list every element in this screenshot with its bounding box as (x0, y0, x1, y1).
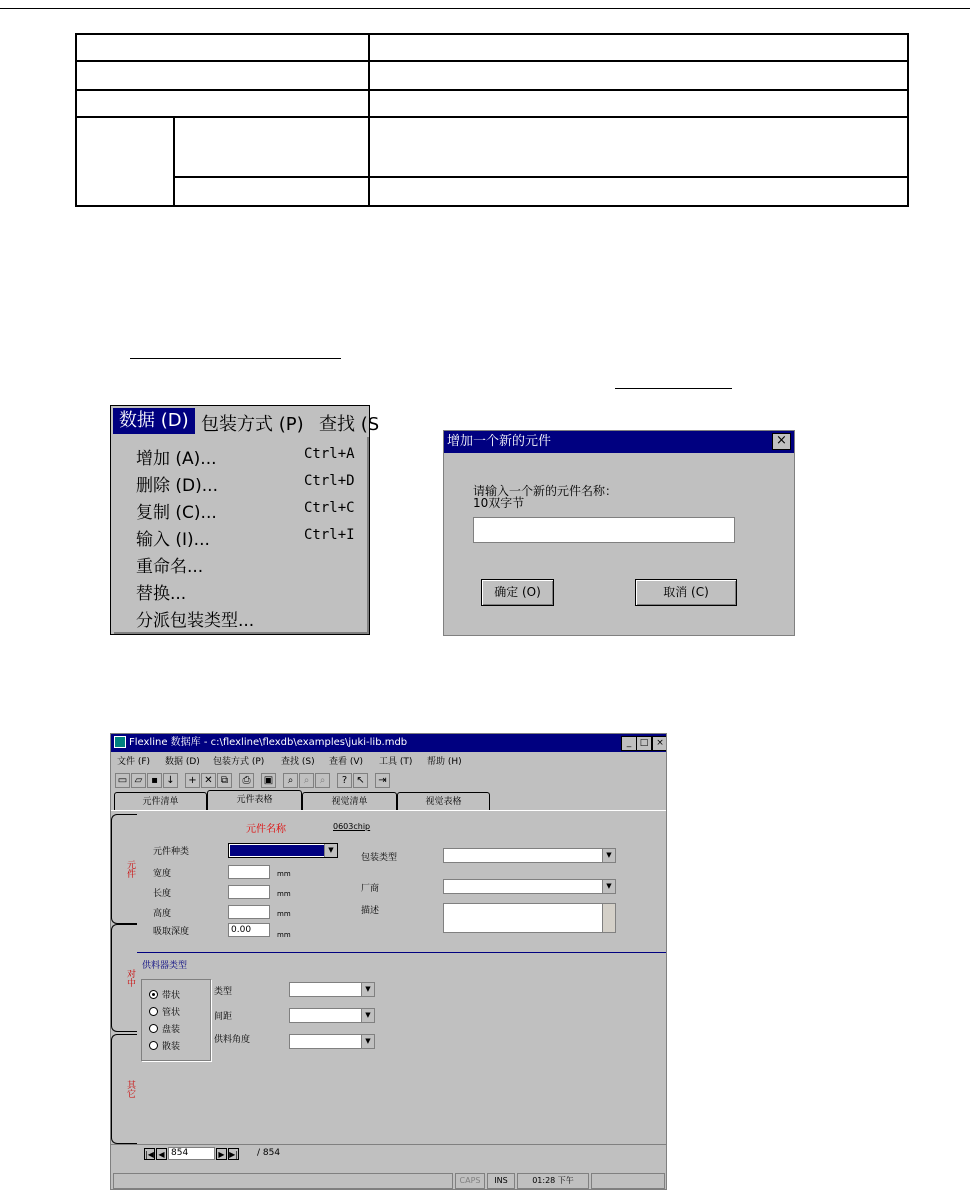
nav-divider (111, 1144, 667, 1145)
height-label: 高度 (153, 909, 172, 919)
chevron-down-icon: ▼ (324, 844, 337, 857)
close-icon[interactable]: × (772, 433, 791, 450)
length-unit: mm (277, 890, 291, 898)
save-icon[interactable]: ▪ (147, 773, 162, 788)
radio-tape[interactable] (149, 990, 158, 999)
pickup-depth-field[interactable]: 0.00 (228, 923, 270, 937)
chevron-down-icon: ▼ (602, 880, 615, 893)
tab-part-list[interactable]: 元件清单 (114, 792, 207, 810)
minimize-icon[interactable]: _ (621, 736, 637, 751)
part-type-select[interactable] (228, 843, 338, 858)
find-icon[interactable]: ⌕ (283, 773, 298, 788)
radio-bulk[interactable] (149, 1041, 158, 1050)
menu-item-assign-package[interactable]: 分派包装类型... (136, 611, 255, 631)
radio-tray-label: 盘装 (162, 1025, 181, 1035)
add-part-dialog (443, 430, 795, 636)
width-label: 宽度 (153, 869, 172, 879)
feeder-type-label: 类型 (214, 987, 233, 997)
part-name-label: 元件名称 (246, 824, 286, 835)
underline-blank (615, 388, 732, 389)
next-record-icon[interactable]: ▶ (216, 1148, 227, 1160)
first-record-icon[interactable]: |◀ (145, 1150, 154, 1159)
side-tab-part[interactable]: 元件 (111, 814, 137, 924)
help-icon[interactable]: ? (337, 773, 352, 788)
menu-item-rename[interactable]: 重命名... (136, 557, 204, 577)
chevron-down-icon: ▼ (602, 849, 615, 862)
pitch-label: 间距 (214, 1012, 233, 1022)
description-field[interactable] (443, 903, 616, 933)
table-cell (76, 117, 174, 206)
side-tab-other[interactable]: 其它 (111, 1034, 137, 1144)
length-field[interactable] (228, 885, 270, 899)
radio-bulk-label: 散装 (162, 1042, 181, 1052)
menu-data[interactable]: 数据 (D) (113, 408, 195, 434)
vendor-select[interactable] (443, 879, 616, 894)
chevron-down-icon: ▼ (361, 1035, 374, 1048)
feeder-type-select[interactable] (289, 982, 375, 997)
description-label: 描述 (361, 906, 380, 916)
table-cell (369, 90, 908, 117)
export-icon[interactable]: ↓ (163, 773, 178, 788)
part-type-label: 元件种类 (153, 847, 190, 857)
pickup-depth-unit: mm (277, 931, 291, 939)
app-menu-tools[interactable]: 工具 (T) (379, 757, 413, 767)
data-dropdown (114, 437, 369, 634)
width-field[interactable] (228, 865, 270, 879)
app-menu-data[interactable]: 数据 (D) (165, 757, 200, 767)
radio-tube-label: 管状 (162, 1008, 181, 1018)
pickup-depth-label: 吸取深度 (153, 927, 190, 937)
underline-blank (130, 358, 341, 359)
spec-table (75, 33, 909, 207)
menu-find[interactable]: 查找 (S (319, 414, 380, 435)
page-header-rule (0, 8, 970, 9)
table-cell (174, 117, 369, 177)
find-next-icon[interactable]: ⌕ (299, 773, 314, 788)
status-caps: CAPS (455, 1173, 485, 1189)
flexline-app-window (110, 733, 667, 1190)
menu-item-add[interactable]: 增加 (A)... Ctrl+A (136, 446, 355, 469)
delete-icon[interactable]: ✕ (201, 773, 216, 788)
table-cell (369, 61, 908, 89)
close-icon[interactable]: × (652, 736, 667, 751)
package-icon[interactable]: ▣ (261, 773, 276, 788)
app-menu-help[interactable]: 帮助 (H) (427, 757, 462, 767)
table-cell (76, 34, 369, 61)
part-name-value: 0603chip (333, 822, 371, 831)
record-number-input[interactable]: 854 (168, 1147, 215, 1160)
radio-tube[interactable] (149, 1007, 158, 1016)
maximize-icon[interactable]: □ (636, 736, 652, 751)
menu-packaging[interactable]: 包装方式 (P) (201, 414, 304, 435)
chevron-down-icon: ▼ (361, 983, 374, 996)
record-total: / 854 (257, 1148, 281, 1158)
menu-item-delete[interactable]: 删除 (D)... Ctrl+D (136, 473, 355, 496)
app-icon (114, 736, 126, 748)
radio-tape-label: 带状 (162, 991, 181, 1001)
selected-highlight (230, 845, 324, 856)
table-cell (76, 61, 369, 89)
status-resize-grip[interactable] (591, 1173, 665, 1189)
table-cell (174, 177, 369, 206)
menu-item-import[interactable]: 输入 (I)... Ctrl+I (136, 527, 355, 550)
open-icon[interactable]: ▱ (131, 773, 146, 788)
app-titlebar: Flexline 数据库 - c:\flexline\flexdb\examples\juki-lib.mdb (111, 734, 666, 752)
exit-icon[interactable]: ⇥ (375, 773, 390, 788)
feeder-title: 供料器类型 (142, 961, 188, 971)
copy-icon[interactable]: ⧉ (217, 773, 232, 788)
menubar (111, 406, 380, 436)
dialog-title: 增加一个新的元件 (444, 431, 794, 453)
side-tab-centering[interactable]: 对中 (111, 924, 137, 1032)
menu-item-copy[interactable]: 复制 (C)... Ctrl+C (136, 500, 355, 523)
context-help-icon[interactable]: ↖ (353, 773, 368, 788)
table-cell (369, 117, 908, 177)
app-menu-view[interactable]: 查看 (V) (329, 757, 364, 767)
tab-part-form[interactable]: 元件表格 (207, 790, 302, 810)
dialog-hint: 10双字节 (473, 496, 525, 510)
table-cell (369, 34, 908, 61)
status-bar-main (113, 1173, 453, 1189)
chevron-down-icon: ▼ (361, 1009, 374, 1022)
new-icon[interactable]: ▭ (115, 773, 130, 788)
package-type-select[interactable] (443, 848, 616, 863)
menu-item-replace[interactable]: 替换... (136, 584, 187, 604)
add-record-icon[interactable]: + (185, 773, 200, 788)
tab-vision-list[interactable]: 视觉清单 (302, 792, 397, 810)
height-field[interactable] (228, 905, 270, 919)
table-cell (369, 177, 908, 206)
app-menu-find[interactable]: 查找 (S) (281, 757, 315, 767)
data-menu-screenshot (110, 405, 380, 635)
pitch-select[interactable] (289, 1008, 375, 1023)
print-icon[interactable]: ⎙ (239, 773, 254, 788)
tab-panel-edge (111, 810, 667, 811)
app-menu-file[interactable]: 文件 (F) (117, 757, 151, 767)
length-label: 长度 (153, 889, 172, 899)
radio-tray[interactable] (149, 1024, 158, 1033)
feed-angle-select[interactable] (289, 1034, 375, 1049)
last-record-icon[interactable]: ▶| (229, 1150, 238, 1159)
cancel-button[interactable]: 取消 (C) (635, 579, 737, 606)
scrollbar[interactable] (602, 904, 615, 932)
status-time: 01:28 下午 (517, 1173, 589, 1189)
section-divider (137, 952, 667, 953)
package-type-label: 包装类型 (361, 853, 398, 863)
replace-icon[interactable]: ⌕ (315, 773, 330, 788)
feed-angle-label: 供料角度 (214, 1035, 251, 1045)
tab-vision-form[interactable]: 视觉表格 (397, 792, 490, 810)
table-cell (76, 90, 369, 117)
part-name-input[interactable] (473, 517, 735, 543)
app-menu-packaging[interactable]: 包装方式 (P) (213, 757, 265, 767)
dialog-prompt: 请输入一个新的元件名称： (473, 484, 618, 498)
prev-record-icon[interactable]: ◀ (156, 1148, 167, 1160)
vendor-label: 厂商 (361, 884, 380, 894)
width-unit: mm (277, 870, 291, 878)
height-unit: mm (277, 910, 291, 918)
status-ins: INS (487, 1173, 515, 1189)
ok-button[interactable]: 确定 (O) (481, 579, 554, 606)
